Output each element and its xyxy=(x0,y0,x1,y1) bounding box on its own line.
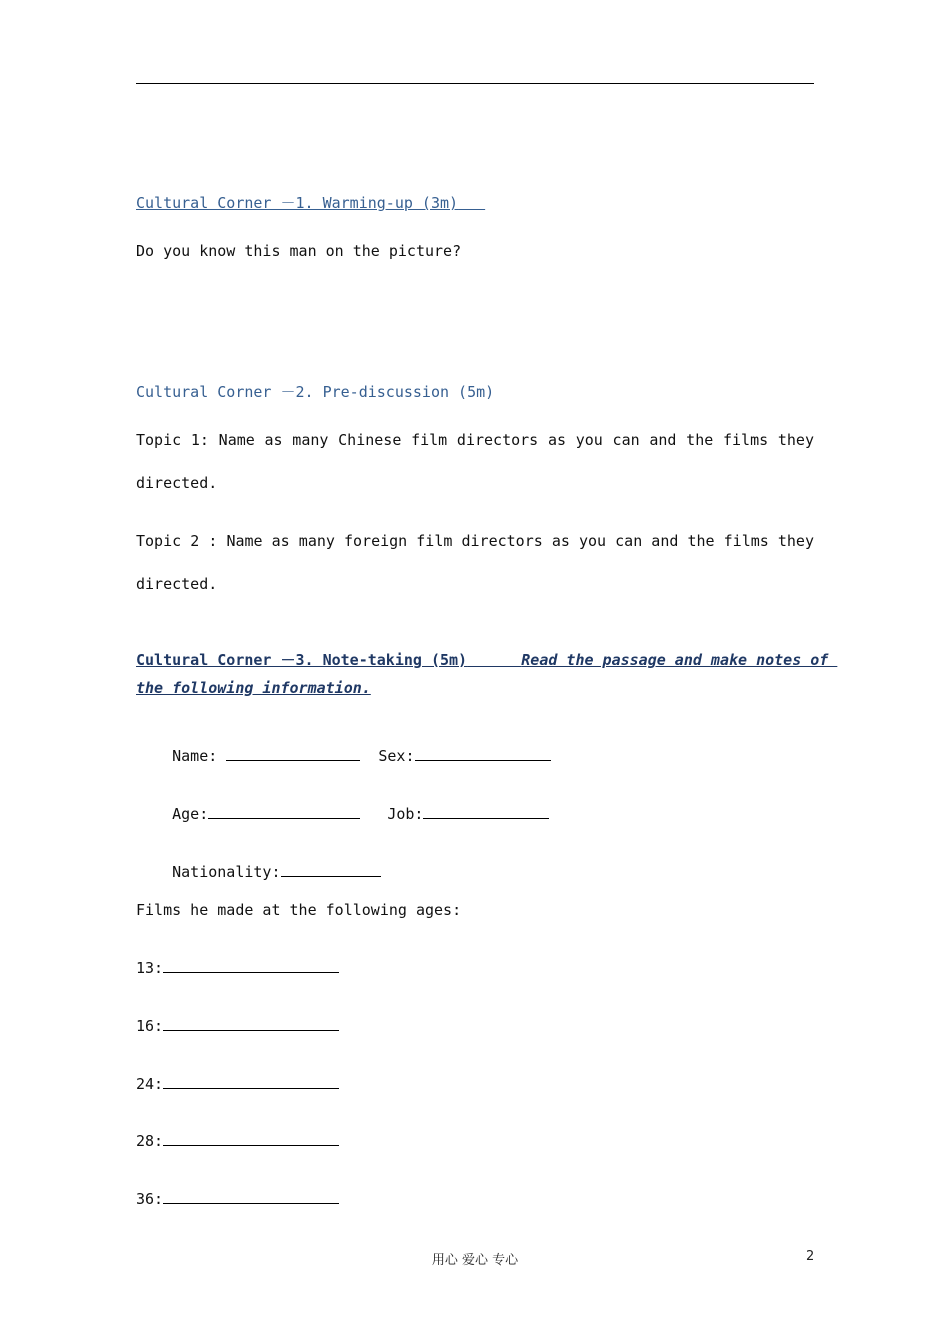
nationality-label: Nationality: xyxy=(172,863,281,881)
age-label: Age: xyxy=(172,805,209,823)
age-answer-blank[interactable] xyxy=(163,1131,339,1146)
age-row xyxy=(136,958,339,978)
age-row xyxy=(136,1016,339,1036)
name-label: Name: xyxy=(172,747,218,765)
section1-question: Do you know this man on the picture? xyxy=(136,242,462,260)
section1-heading: Cultural Corner －1. Warming-up (3m) xyxy=(136,194,459,212)
age-answer-blank[interactable] xyxy=(163,958,339,973)
topic1-text: Topic 1: Name as many Chinese film directors as you can and the films they xyxy=(136,431,814,449)
page-number: 2 xyxy=(806,1249,815,1264)
name-sex-row xyxy=(136,726,551,786)
age-answer-blank[interactable] xyxy=(163,1016,339,1031)
sex-label: Sex: xyxy=(378,747,415,765)
age-label: 13: xyxy=(136,959,164,977)
age-label: 24: xyxy=(136,1075,164,1093)
age-answer-blank[interactable] xyxy=(163,1189,339,1204)
age-blank[interactable] xyxy=(208,804,360,819)
topic2-text: Topic 2 : Name as many foreign film directors as you can and the films they xyxy=(136,532,814,550)
section3-heading: Cultural Corner －3. Note-taking (5m) xyxy=(136,651,468,669)
films-intro: Films he made at the following ages: xyxy=(136,901,462,919)
nationality-row xyxy=(136,842,381,902)
age-label: 16: xyxy=(136,1017,164,1035)
section3-instruction: Read the passage and make notes of xyxy=(521,651,838,669)
age-label: 28: xyxy=(136,1132,164,1150)
job-label: Job: xyxy=(387,805,424,823)
age-label: 36: xyxy=(136,1190,164,1208)
section3-instruction-continuation: the following information. xyxy=(136,679,371,697)
age-row xyxy=(136,1189,339,1209)
age-row xyxy=(136,1131,339,1151)
header-rule xyxy=(136,83,814,84)
topic1-continuation: directed. xyxy=(136,474,218,492)
age-answer-blank[interactable] xyxy=(163,1074,339,1089)
section2-heading: Cultural Corner －2. Pre-discussion (5m) xyxy=(136,383,495,401)
footer-motto: 用心 爱心 专心 xyxy=(431,1253,519,1268)
nationality-blank[interactable] xyxy=(281,862,381,877)
age-job-row xyxy=(136,784,549,844)
section3-heading-line xyxy=(136,650,837,670)
age-row xyxy=(136,1074,339,1094)
job-blank[interactable] xyxy=(423,804,549,819)
topic2-continuation: directed. xyxy=(136,575,218,593)
sex-blank[interactable] xyxy=(415,746,551,761)
name-blank[interactable] xyxy=(226,746,360,761)
